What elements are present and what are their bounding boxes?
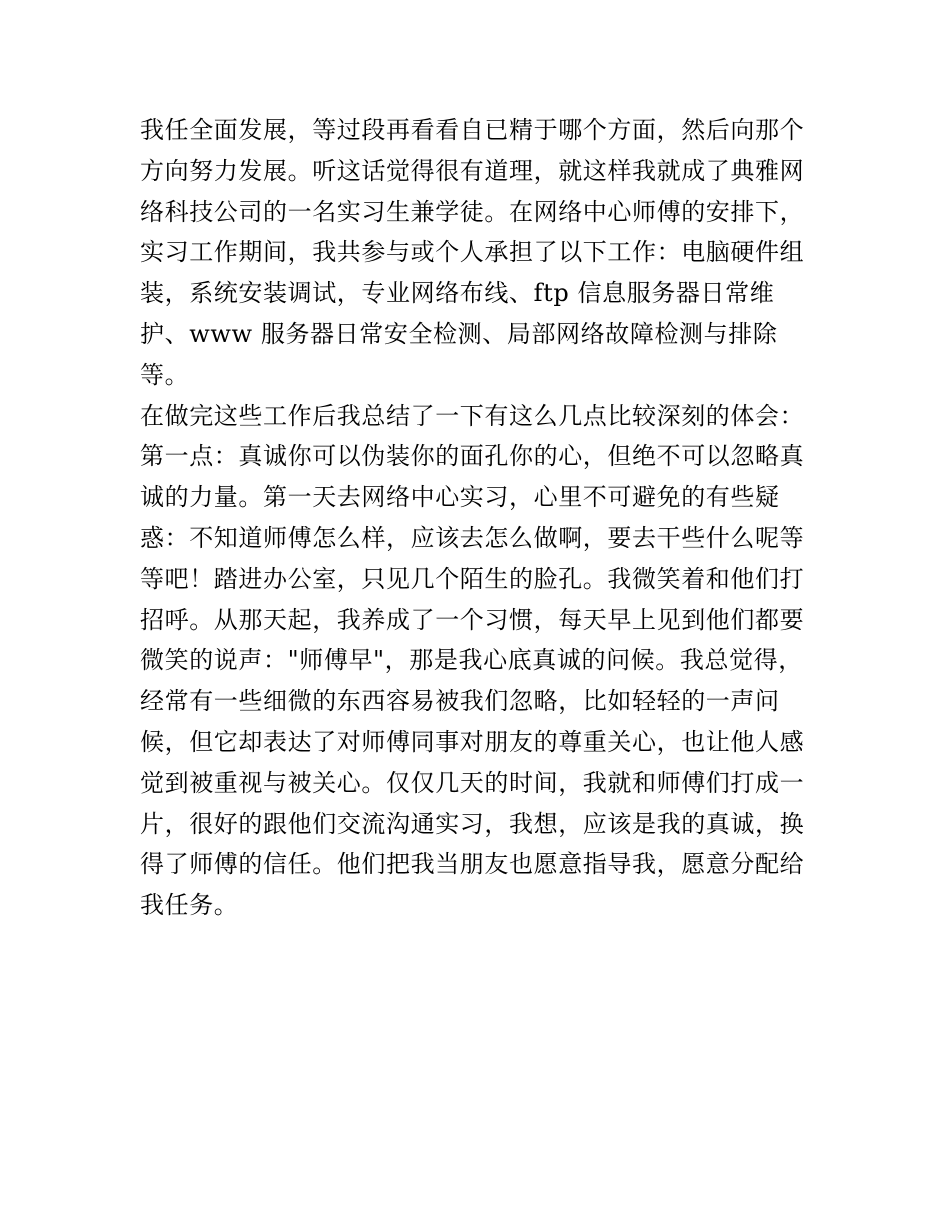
- text-line: 经常有一些细微的东西容易被我们忽略，比如轻轻的一声问: [140, 687, 780, 716]
- text-line: 护、www 服务器日常安全检测、局部网络故障检测与排除: [140, 319, 778, 348]
- text-line: 我任全面发展，等过段再看看自已精于哪个方面，然后向那个: [140, 116, 805, 144]
- text-line: 惑：不知道师傅怎么样，应该去怎么做啊，要去干些什么呢等: [140, 523, 805, 552]
- text-line: 诚的力量。第一天去网络中心实习，心里不可避免的有些疑: [140, 483, 780, 512]
- text-line: 候，但它却表达了对师傅同事对朋友的尊重关心，也让他人感: [140, 727, 805, 756]
- text-line: 招呼。从那天起，我养成了一个习惯，每天早上见到他们都要: [140, 605, 805, 634]
- text-line: 得了师傅的信任。他们把我当朋友也愿意指导我，愿意分配给: [140, 850, 805, 879]
- text-line: 络科技公司的一名实习生兼学徒。在网络中心师傅的安排下，: [140, 197, 805, 226]
- text-line: 等。: [140, 360, 190, 389]
- text-line: 第一点：真诚你可以伪装你的面孔你的心，但绝不可以忽略真: [140, 442, 805, 471]
- text-line: 我任务。: [140, 891, 239, 920]
- text-line: 在做完这些工作后我总结了一下有这么几点比较深刻的体会：: [140, 401, 805, 430]
- text-line: 方向努力发展。听这话觉得很有道理，就这样我就成了典雅网: [140, 156, 805, 185]
- text-line: 微笑的说声："师傅早"，那是我心底真诚的问候。我总觉得，: [140, 646, 803, 675]
- text-line: 装，系统安装调试，专业网络布线、ftp 信息服务器日常维: [140, 279, 775, 308]
- text-line: 等吧！踏进办公室，只见几个陌生的脸孔。我微笑着和他们打: [140, 564, 805, 593]
- body-text: [140, 110, 830, 926]
- text-line: 实习工作期间，我共参与或个人承担了以下工作：电脑硬件组: [140, 238, 805, 267]
- text-line: 觉到被重视与被关心。仅仅几天的时间，我就和师傅们打成一: [140, 768, 805, 797]
- text-line: 片，很好的跟他们交流沟通实习，我想，应该是我的真诚，换: [140, 809, 805, 838]
